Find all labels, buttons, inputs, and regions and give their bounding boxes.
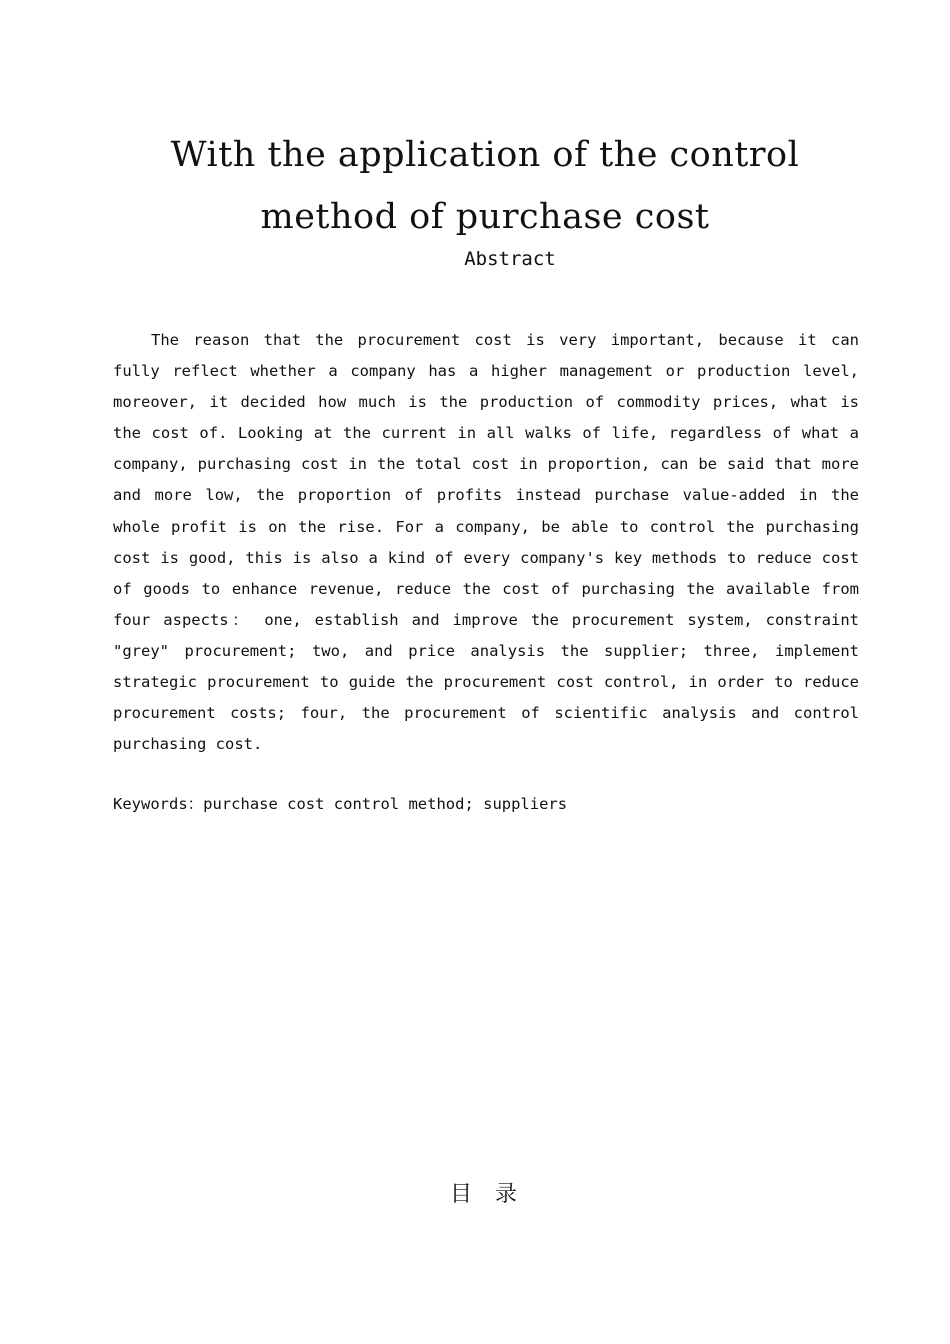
abstract-paragraph: The reason that the procurement cost is very important, because it can fully reflect whether a company has a higher management or production level, moreover, it decided how much is the production of commodity prices, what is the cost of. Looking at the current in all walks of life, regardless of what a company, purchasing cost in the total cost in proportion, can be said that more and more low, the proportion of profits instead purchase value-added in the whole profit is on the rise. For a company, be able to control the purchasing cost is good, this is also a kind of every company's key methods to reduce cost of goods to enhance revenue, reduce the cost of purchasing the available from four aspects： one, establish and improve the procurement system, constraint "grey" procurement; two, and price analysis the supplier; three, implement strategic procurement to guide the procurement cost control, in order to reduce procurement costs; four, the procurement of scientific analysis and control purchasing cost. (113, 331, 859, 754)
abstract-heading: Abstract (464, 248, 556, 270)
document-title: With the application of the control method of purchase cost (170, 135, 800, 237)
keywords-line: Keywords：purchase cost control method; suppliers (113, 795, 568, 813)
table-of-contents-heading: 目 录 (450, 1182, 525, 1207)
